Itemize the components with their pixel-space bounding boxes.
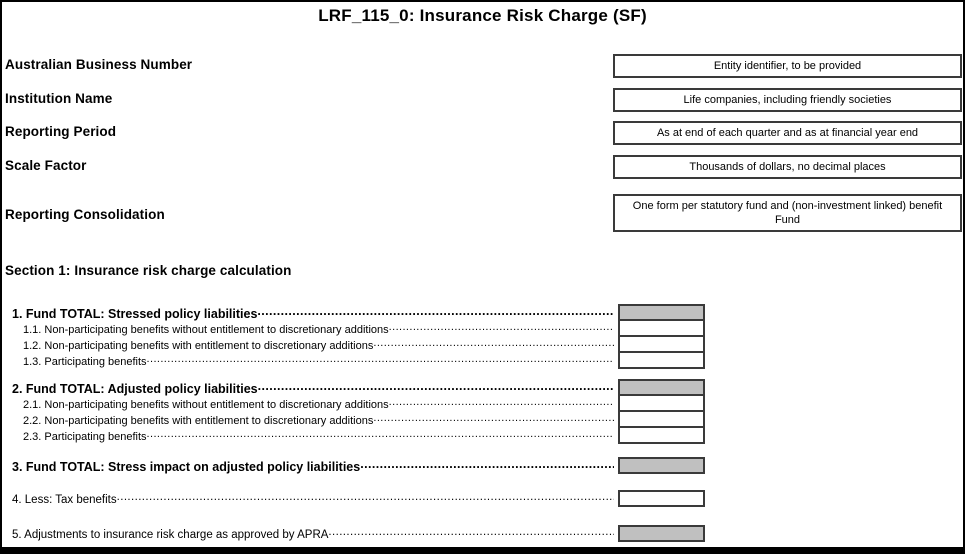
- leader-dots: [389, 320, 614, 333]
- value-reporting-period[interactable]: As at end of each quarter and as at financial year end: [613, 121, 962, 145]
- input-line-item-5[interactable]: [618, 525, 705, 542]
- line-item-3-label: 3. Fund TOTAL: Stress impact on adjusted policy liabilities: [12, 460, 361, 474]
- leader-dots: [373, 411, 614, 424]
- line-item-5: [2, 526, 963, 543]
- line-item-1-3-label: 1.3. Participating benefits: [23, 356, 147, 368]
- leader-dots: [257, 305, 614, 318]
- input-line-item-1-3[interactable]: [618, 352, 705, 369]
- line-item-5-text: [2, 525, 614, 543]
- line-item-1-2-label: 1.2. Non-participating benefits with entitlement to discretionary additions: [23, 340, 374, 352]
- line-item-2-3: [2, 428, 963, 445]
- line-item-5-label: 5. Adjustments to insurance risk charge as approved by APRA: [12, 529, 329, 541]
- input-line-item-3[interactable]: [618, 457, 705, 474]
- value-institution-name[interactable]: Life companies, including friendly societies: [613, 88, 962, 112]
- value-scale-factor[interactable]: Thousands of dollars, no decimal places: [613, 155, 962, 179]
- input-line-item-4[interactable]: [618, 490, 705, 507]
- line-item-1-3-text: [2, 352, 614, 370]
- label-reporting-period: Reporting Period: [5, 124, 117, 139]
- value-reporting-consolidation[interactable]: One form per statutory fund and (non-investment linked) benefit Fund: [613, 194, 962, 232]
- leader-dots: [328, 525, 614, 538]
- input-line-item-2[interactable]: [618, 379, 705, 396]
- line-item-2-1-label: 2.1. Non-participating benefits without entitlement to discretionary additions: [23, 399, 389, 411]
- page-title: LRF_115_0: Insurance Risk Charge (SF): [318, 6, 647, 25]
- label-reporting-consolidation: Reporting Consolidation: [5, 207, 165, 222]
- section-1-heading: Section 1: Insurance risk charge calculation: [5, 263, 292, 278]
- leader-dots: [147, 427, 614, 440]
- line-item-4: [2, 491, 963, 508]
- input-line-item-1-2[interactable]: [618, 336, 705, 353]
- input-line-item-1-1[interactable]: [618, 320, 705, 337]
- value-australian-business-number[interactable]: Entity identifier, to be provided: [613, 54, 962, 78]
- leader-dots: [373, 336, 614, 349]
- input-line-item-2-2[interactable]: [618, 411, 705, 428]
- leader-dots: [117, 490, 614, 503]
- line-item-1-label: 1. Fund TOTAL: Stressed policy liabilities: [12, 307, 258, 321]
- leader-dots: [360, 458, 614, 471]
- line-item-4-label: 4. Less: Tax benefits: [12, 494, 117, 506]
- input-line-item-2-1[interactable]: [618, 395, 705, 412]
- line-item-2-3-label: 2.3. Participating benefits: [23, 431, 147, 443]
- line-item-4-text: [2, 490, 614, 508]
- label-institution-name: Institution Name: [5, 91, 113, 106]
- label-scale-factor: Scale Factor: [5, 158, 87, 173]
- leader-dots: [389, 395, 614, 408]
- line-item-1-3: [2, 353, 963, 370]
- input-line-item-1[interactable]: [618, 304, 705, 321]
- line-item-3: [2, 458, 963, 475]
- label-australian-business-number: Australian Business Number: [5, 57, 193, 72]
- line-item-1-1-label: 1.1. Non-participating benefits without entitlement to discretionary additions: [23, 324, 389, 336]
- line-item-2-2-label: 2.2. Non-participating benefits with entitlement to discretionary additions: [23, 415, 374, 427]
- input-line-item-2-3[interactable]: [618, 427, 705, 444]
- leader-dots: [147, 352, 614, 365]
- line-item-3-text: [2, 458, 614, 475]
- line-item-2-3-text: [2, 427, 614, 445]
- line-item-2-label: 2. Fund TOTAL: Adjusted policy liabilities: [12, 382, 258, 396]
- leader-dots: [258, 380, 614, 393]
